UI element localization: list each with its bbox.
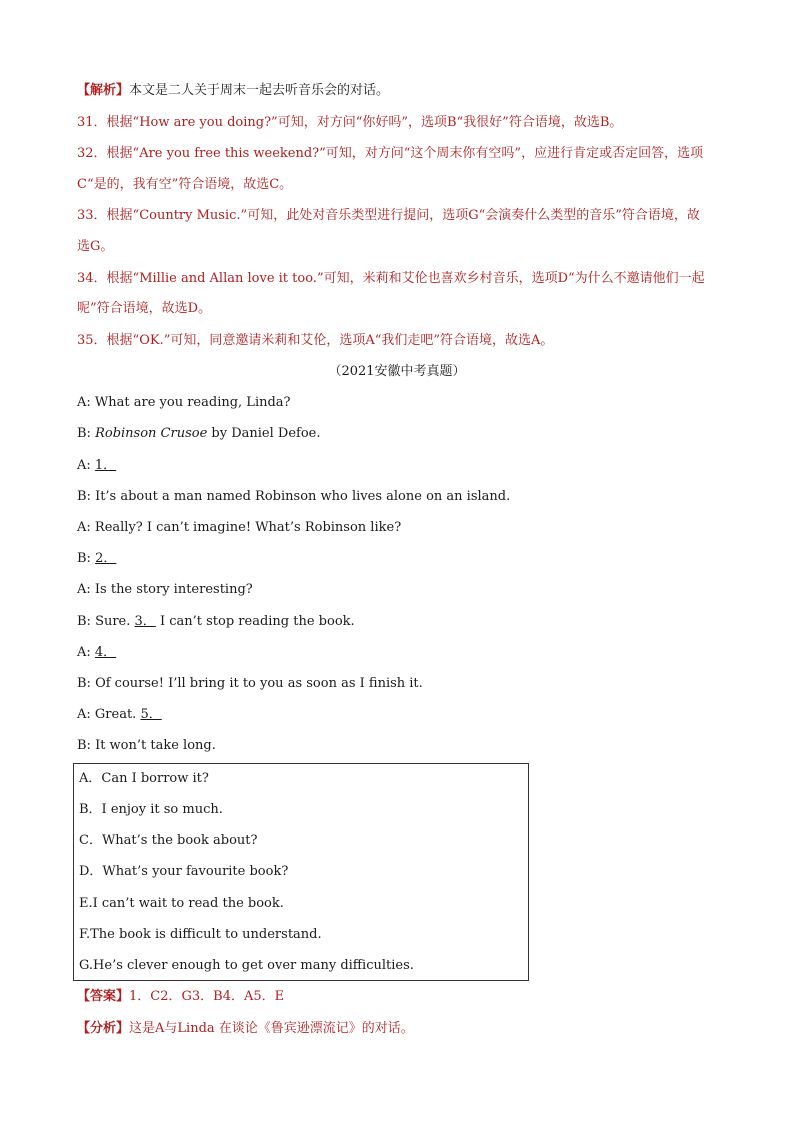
analysis-intro (77, 82, 389, 100)
option-item: G.He’s clever enough to get over many difficulties. (79, 958, 414, 973)
dialogue-line (77, 613, 355, 631)
analysis-intro-text: 本文是二人关于周末一起去听音乐会的对话。 (129, 83, 390, 98)
speaker-label: A: (77, 458, 95, 473)
answer-blank: 2． (95, 551, 117, 566)
dialogue-line: B: Of course! I’ll bring it to you as soon as I finish it. (77, 676, 423, 691)
answer-blank: 4． (94, 645, 117, 660)
analysis-item: C“是的，我有空”符合语境，故选C。 (77, 177, 293, 192)
option-item: A．Can I borrow it? (79, 771, 209, 786)
speaker-label: A: (77, 645, 95, 660)
answer-text: 1．C2．G3．B4．A5．E (129, 989, 285, 1004)
answer-blank: 1． (94, 458, 117, 473)
options-box (73, 763, 529, 981)
dialogue-line: A: Really? I can’t imagine! What’s Robinson like? (77, 520, 402, 535)
dialogue-text: I can’t stop reading the book. (155, 614, 355, 629)
option-item: D．What’s your favourite book? (79, 864, 289, 879)
analysis-item: 31．根据“How are you doing?”可知，对方问“你好吗”，选项B“我很好”符合语境，故选B。 (77, 115, 623, 130)
dialogue-line: B: It’s about a man named Robinson who lives alone on an island. (77, 489, 511, 504)
option-item: B．I enjoy it so much. (79, 802, 223, 817)
analysis-item: 35．根据“OK.”可知，同意邀请米莉和艾伦，选项A“我们走吧”符合语境，故选A。 (77, 333, 554, 348)
analysis-item: 呢”符合语境，故选D。 (77, 301, 212, 316)
option-item: E.I can’t wait to read the book. (79, 896, 284, 911)
speaker-label: B: (77, 551, 96, 566)
analysis-item: 选G。 (77, 239, 114, 254)
dialogue-line (77, 644, 116, 662)
source-label: （2021安徽中考真题） (328, 364, 466, 379)
dialogue-line: B: It won’t take long. (77, 738, 216, 753)
dialogue-line (77, 457, 116, 475)
analysis-item: 32．根据“Are you free this weekend?”可知，对方问“这个周末你有空吗”，应进行肯定或否定回答，选项 (77, 146, 704, 161)
commentary-text: 这是A与Linda 在谈论《鲁宾逊漂流记》的对话。 (129, 1021, 414, 1036)
dialogue-line (77, 550, 116, 568)
commentary-line (77, 1020, 414, 1038)
dialogue-line (77, 706, 162, 724)
book-title: Robinson Crusoe (95, 426, 208, 441)
answer-blank: 5． (140, 707, 162, 722)
option-item: F.The book is difficult to understand. (79, 927, 322, 942)
commentary-tag: 【分析】 (77, 1021, 130, 1036)
speaker-label: B: (77, 426, 96, 441)
speaker-label: A: Great. (77, 707, 141, 722)
analysis-item: 33．根据“Country Music.”可知，此处对音乐类型进行提问，选项G“会演奏什么类型的音乐”符合语境，故 (77, 208, 700, 223)
option-item: C．What’s the book about? (79, 833, 258, 848)
speaker-label: B: Sure. (77, 614, 135, 629)
dialogue-line: A: What are you reading, Linda? (77, 395, 291, 410)
dialogue-line (77, 425, 320, 443)
answer-tag: 【答案】 (77, 989, 130, 1004)
dialogue-text: by Daniel Defoe. (207, 426, 321, 441)
dialogue-line: A: Is the story interesting? (77, 582, 253, 597)
answer-blank: 3． (134, 614, 156, 629)
analysis-item: 34．根据“Millie and Allan love it too.”可知，米莉和艾伦也喜欢乡村音乐，选项D“为什么不邀请他们一起 (77, 271, 705, 286)
answer-line (77, 988, 284, 1006)
analysis-tag: 【解析】 (77, 83, 130, 98)
